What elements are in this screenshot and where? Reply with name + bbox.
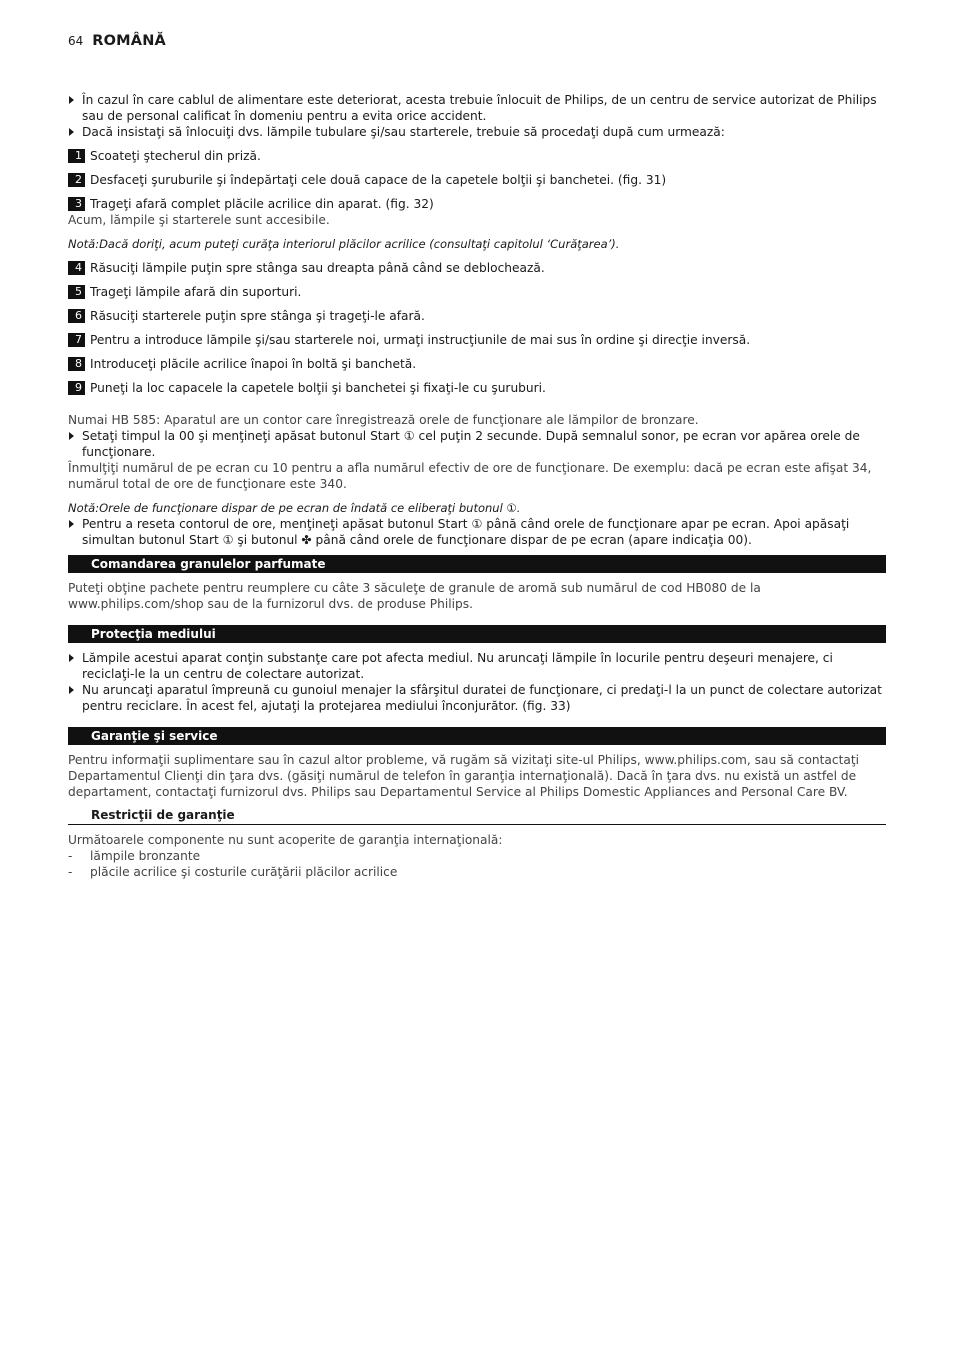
section-heading-granule: Comandarea granulelor parfumate bbox=[68, 555, 886, 573]
step-text: Scoateţi ştecherul din priză. bbox=[90, 149, 261, 163]
step-text: Introduceţi plăcile acrilice înapoi în boltă şi banchetă. bbox=[90, 357, 417, 371]
subsection-heading-restrictii: Restricţii de garanţie bbox=[68, 806, 886, 825]
step-item bbox=[68, 332, 886, 348]
step-number: 8 bbox=[68, 357, 85, 371]
section-text: Puteţi obţine pachete pentru reumplere cu câte 3 săculeţe de granule de aromă sub numărul de cod HB080 de la www.philips.com/shop sau de la furnizorul dvs. de produse Philips. bbox=[68, 581, 761, 611]
bullet-item: Lămpile acestui aparat conţin substanţe care pot afecta mediul. Nu aruncaţi lămpile în locurile pentru deşeuri menajere, ci reciclaţi-le la un centru de colectare autorizat. bbox=[68, 650, 886, 682]
hb585-multiply: Înmulţiţi numărul de pe ecran cu 10 pentru a afla numărul efectiv de ore de funcţionare. De exemplu: dacă pe ecran este afişat 34, numărul total de ore de funcţionare este 340. bbox=[68, 461, 872, 491]
step-number: 4 bbox=[68, 261, 85, 275]
bullet-item: Dacă insistaţi să înlocuiţi dvs. lămpile tubulare şi/sau starterele, trebuie să procedaţi după cum urmează: bbox=[68, 124, 886, 140]
bullet-item: Pentru a reseta contorul de ore, menţineţi apăsat butonul Start ① până când orele de funcţionare apar pe ecran. Apoi apăsaţi simultan butonul Start ① şi butonul ✤ până când orele de funcţionare dispar de pe ecran (apare indicaţia 00). bbox=[68, 516, 886, 548]
step-number: 5 bbox=[68, 285, 85, 299]
step-text: Răsuciţi starterele puţin spre stânga şi trageţi-le afară. bbox=[90, 309, 425, 323]
step-number: 1 bbox=[68, 149, 85, 163]
step-item bbox=[68, 148, 886, 164]
bullet-item: În cazul în care cablul de alimentare este deteriorat, acesta trebuie înlocuit de Philips, de un centru de service autorizat de Philips sau de personal calificat în domeniu pentru a evita orice accident. bbox=[68, 92, 886, 124]
step-item bbox=[68, 196, 886, 212]
step-subtext: Acum, lămpile şi starterele sunt accesibile. bbox=[68, 213, 330, 227]
step-text: Pentru a introduce lămpile şi/sau starterele noi, urmaţi instrucţiunile de mai sus în ordine şi direcţie inversă. bbox=[90, 333, 751, 347]
step-number: 2 bbox=[68, 173, 85, 187]
step-item bbox=[68, 356, 886, 372]
step-number: 6 bbox=[68, 309, 85, 323]
section-heading-garantie: Garanţie şi service bbox=[68, 727, 886, 745]
step-text: Trageţi lămpile afară din suporturi. bbox=[90, 285, 302, 299]
note-text: Notă:Orele de funcţionare dispar de pe ecran de îndată ce eliberaţi butonul ①. bbox=[68, 501, 521, 515]
restrict-intro: Următoarele componente nu sunt acoperite de garanţia internaţională: bbox=[68, 833, 503, 847]
list-item: - lămpile bronzante bbox=[68, 848, 886, 864]
step-item bbox=[68, 284, 886, 300]
page-header bbox=[68, 33, 166, 49]
step-number: 9 bbox=[68, 381, 85, 395]
step-number: 3 bbox=[68, 197, 85, 211]
step-item bbox=[68, 308, 886, 324]
step-item bbox=[68, 260, 886, 276]
bullet-item: Setaţi timpul la 00 şi menţineţi apăsat butonul Start ① cel puţin 2 secunde. După semnalul sonor, pe ecran vor apărea orele de funcţionare. bbox=[68, 428, 886, 460]
step-text: Puneţi la loc capacele la capetele bolţii şi banchetei şi fixaţi-le cu şuruburi. bbox=[90, 381, 546, 395]
step-text: Desfaceţi şuruburile şi îndepărtaţi cele două capace de la capetele bolţii şi banchetei. (fig. 31) bbox=[90, 173, 667, 187]
note-text: Notă:Dacă doriţi, acum puteţi curăţa interiorul plăcilor acrilice (consultaţi capitolul ‘Curăţarea’). bbox=[68, 237, 620, 251]
section-heading-mediu: Protecţia mediului bbox=[68, 625, 886, 643]
step-number: 7 bbox=[68, 333, 85, 347]
hb585-intro: Numai HB 585: Aparatul are un contor care înregistrează orele de funcţionare ale lămpilor de bronzare. bbox=[68, 413, 699, 427]
step-text: Răsuciţi lămpile puţin spre stânga sau dreapta până când se deblochează. bbox=[90, 261, 545, 275]
section-text: Pentru informaţii suplimentare sau în cazul altor probleme, vă rugăm să vizitaţi site-ul Philips, www.philips.com, sau să contactaţi Departamentul Clienţi din ţara dvs. (găsiţi numărul de telefon în garanţia internaţională). Dacă în ţara dvs. nu există un astfel de departament, contactaţi furnizorul dvs. Philips sau Departamentul Service al Philips Domestic Appliances and Personal Care BV. bbox=[68, 753, 860, 799]
step-item bbox=[68, 380, 886, 396]
page-number: 64 bbox=[68, 34, 84, 48]
page-content bbox=[68, 92, 886, 880]
list-item: - plăcile acrilice şi costurile curăţării plăcilor acrilice bbox=[68, 864, 886, 880]
step-text: Trageţi afară complet plăcile acrilice din aparat. (fig. 32) bbox=[90, 197, 434, 211]
language-title: ROMÂNĂ bbox=[92, 33, 166, 49]
bullet-item: Nu aruncaţi aparatul împreună cu gunoiul menajer la sfârşitul duratei de funcţionare, ci predaţi-l la un punct de colectare autorizat pentru reciclare. În acest fel, ajutaţi la protejarea mediului înconjurător. (fig. 33) bbox=[68, 682, 886, 714]
step-item bbox=[68, 172, 886, 188]
